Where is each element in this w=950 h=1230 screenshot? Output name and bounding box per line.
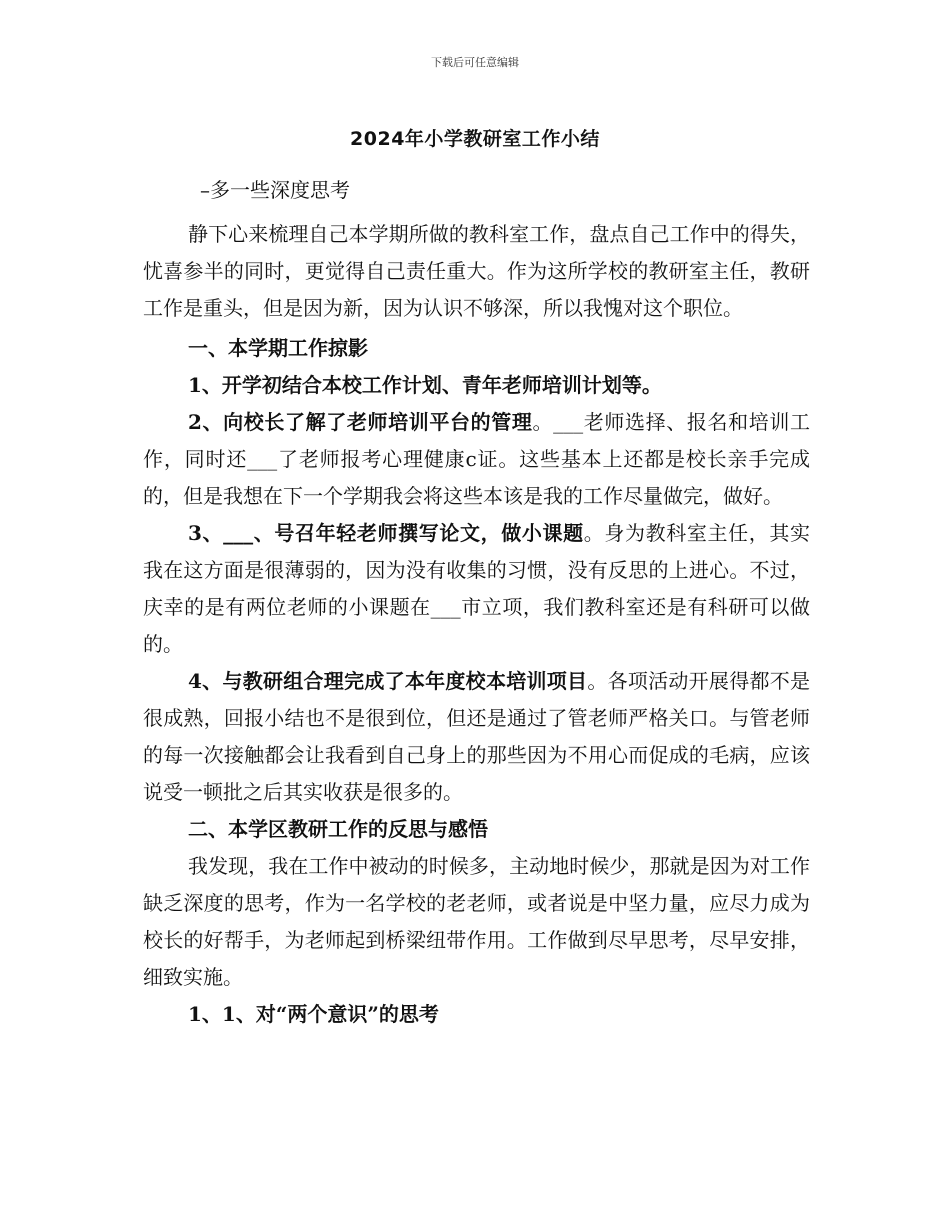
document-subtitle: –多一些深度思考 (200, 178, 350, 202)
list-item-1: 1、开学初结合本校工作计划、青年老师培训计划等。 (188, 373, 662, 397)
list-item-3-heading: 3、___、号召年轻老师撰写论文，做小课题 (188, 521, 584, 545)
list-item-4-text: 。各项活动开展得都不是很成熟，回报小结也不是很到位，但还是通过了管老师严格关口。与管老师的每一次接触都会让我看到自己身上的那些因为不用心而促成的毛病，应该说受一顿批之后其实收获是很多的。 (143, 669, 811, 804)
document-title: 2024年小学教研室工作小结 (350, 128, 600, 150)
list-item-4-heading: 4、与教研组合理完成了本年度校本培训项目 (188, 669, 588, 693)
section-heading-reflection: 二、本学区教研工作的反思与感悟 (188, 817, 488, 841)
list-item-3-text: 。身为教科室主任，其实我在这方面是很薄弱的，因为没有收集的习惯，没有反思的上进心。不过，庆幸的是有两位老师的小课题在___市立项，我们教科室还是有科研可以做的。 (143, 521, 810, 656)
section-heading-work-review: 一、本学期工作掠影 (188, 336, 368, 360)
intro-paragraph: 静下心来梳理自己本学期所做的教科室工作，盘点自己工作中的得失，忧喜参半的同时，更觉得自己责任重大。作为这所学校的教研室主任，教研工作是重头，但是因为新，因为认识不够深，所以我愧对这个职位。 (143, 222, 810, 320)
list-item-3 (143, 515, 810, 663)
reflection-paragraph: 我发现，我在工作中被动的时候多，主动地时候少，那就是因为对工作缺乏深度的思考，作为一名学校的老老师，或者说是中坚力量，应尽力成为校长的好帮手，为老师起到桥梁纽带作用。工作做到尽早思考，尽早安排，细致实施。 (143, 854, 810, 989)
list-item-2 (143, 404, 810, 515)
list-item-2-heading: 2、向校长了解了老师培训平台的管理 (188, 410, 533, 434)
list-item-2-text: 。___老师选择、报名和培训工作，同时还___了老师报考心理健康c证。这些基本上还都是校长亲手完成的，但是我想在下一个学期我会将这些本该是我的工作尽量做完，做好。 (143, 410, 810, 508)
list-item-4 (143, 663, 810, 811)
sub-heading-two-awareness: 1、1、对“两个意识”的思考 (188, 1002, 439, 1026)
document-body (143, 216, 810, 1033)
page-header-note: 下载后可任意编辑 (431, 56, 519, 69)
